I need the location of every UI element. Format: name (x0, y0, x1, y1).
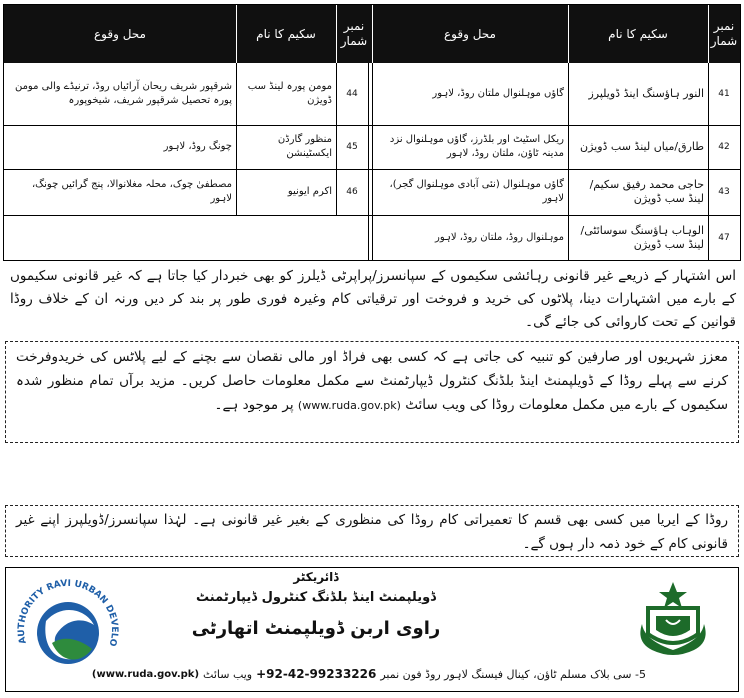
scheme-location: شرقپور شریف ریحان آرائیاں روڈ، ترنیڈے والی مومن پورہ تحصیل شرقپور شریف، شیخوپورہ (14, 81, 232, 106)
row-number: 43 (718, 187, 730, 197)
header-left-scheme: سکیم کا نام (256, 26, 316, 41)
header-left-location: محل وقوع (94, 26, 146, 41)
scheme-name: منظور گارڈن ایکسٹینشن (277, 134, 332, 159)
schemes-table (3, 4, 741, 261)
construction-warning-box (5, 505, 739, 557)
footer-website[interactable]: (www.ruda.gov.pk) (91, 668, 200, 680)
row-number: 42 (718, 142, 730, 152)
footer-address: 5- سی بلاک مسلم ٹاؤن، کینال فیسنگ لاہور روڈ فون نمبر (380, 667, 646, 681)
header-divider (568, 5, 569, 63)
header-right-scheme: سکیم کا نام (608, 26, 668, 41)
citizens-advisory-box (5, 341, 739, 443)
footer-address-line (86, 663, 646, 685)
scheme-location: مصطفیٰ چوک، محلہ مغلانوالا، پنج گرائیں چونگ، لاہور (31, 179, 232, 204)
scheme-location: گاؤں موہلنوال (نئی آبادی موہلنوال گجر)، لاہور (389, 179, 564, 204)
column-divider (368, 63, 369, 261)
header-divider (372, 5, 373, 63)
logo-arc-text: AUTHORITY RAVI URBAN DEVELO (16, 578, 120, 648)
sponsors-warning-paragraph: اس اشتہار کے ذریعے غیر قانونی رہائشی سکیموں کے سپانسرز/پراپرٹی ڈیلرز کو بھی خبردار کیا جاتا ہے کہ غیر قانونی سکیموں کے بارے میں اشتہارات دینا، پلاٹوں کی خرید و فروخت اور ترقیاتی کام وغیرہ فوری طور پر بند کر دیں ورنہ ان کے خلاف روڈا قوانین کے تحت کاروائی کی جائے گی۔ (10, 268, 736, 330)
header-left-number: نمبر شمار (340, 19, 368, 48)
scheme-name: مومن پورہ لینڈ سب ڈویژن (247, 81, 332, 106)
scheme-location: موہلنوال روڈ، ملتان روڈ، لاہور (435, 232, 564, 243)
scheme-location: گاؤں موہلنوال ملتان روڈ، لاہور (432, 88, 564, 99)
footer-signature-box (5, 567, 739, 692)
scheme-location: چونگ روڈ، لاہور (163, 141, 232, 152)
footer-title: ڈائریکٹر (293, 570, 339, 584)
citizens-advisory-text: معزز شہریوں اور صارفین کو تنبیہ کی جاتی ہے کہ کسی بھی فراڈ اور مالی نقصان سے بچنے کے لیے پلاٹس کی خریدوفرخت کرنے سے پہلے روڈا کے ڈویلپمنٹ اینڈ بلڈنگ کنٹرول ڈیپارٹمنٹ سے مکمل معلومات حاصل کریں۔ مزید برآں تمام منظور شدہ سکیموں کے بارے میں مکمل معلومات روڈا کی ویب سائٹ (16, 349, 728, 413)
row-number: 45 (346, 142, 358, 152)
scheme-location: ریکل اسٹیٹ اور بلڈرز، گاؤں موہلنوال نزد مدینہ ٹاؤن، ملتان روڈ، لاہور (389, 134, 564, 159)
scheme-name: النور ہاؤسنگ اینڈ ڈویلپرز (588, 87, 704, 100)
header-right-number: نمبر شمار (710, 19, 738, 48)
scheme-name: الوہاب ہاؤسنگ سوسائٹی/ لینڈ سب ڈویژن (580, 224, 704, 251)
footer-website-label: ویب سائٹ (203, 667, 253, 681)
citizens-advisory-tail: پر موجود ہے۔ (214, 397, 294, 413)
scheme-name: طارق/میاں لینڈ سب ڈویژن (580, 140, 704, 153)
footer-department: ڈویلپمنٹ اینڈ بلڈنگ کنٹرول ڈیپارٹمنٹ (196, 590, 436, 605)
punjab-emblem (636, 580, 710, 660)
header-divider (236, 5, 237, 63)
scheme-name: حاجی محمد رفیق سکیم/ لینڈ سب ڈویژن (589, 178, 704, 205)
punjab-emblem-graphic (636, 580, 710, 660)
header-right-location: محل وقوع (444, 26, 496, 41)
footer-authority: راوی اربن ڈویلپمنٹ اتھارٹی (191, 618, 441, 639)
row-number: 46 (346, 187, 358, 197)
row-number: 44 (346, 89, 358, 99)
header-divider (708, 5, 709, 63)
website-link[interactable]: (www.ruda.gov.pk) (297, 399, 401, 412)
row-number: 47 (718, 233, 730, 243)
scheme-name: اکرم ایونیو (287, 186, 332, 197)
construction-warning-text: روڈا کے ایریا میں کسی بھی قسم کا تعمیراتی کام روڈا کی منظوری کے بغیر غیر قانونی ہے۔ لہٰذا سپانسرز/ڈویلپرز اپنے غیر قانونی کام کے خود ذمہ دار ہوں گے۔ (16, 512, 728, 552)
header-divider (336, 5, 337, 63)
row-number: 41 (718, 89, 730, 99)
footer-phone: +92-42-99233226 (256, 667, 377, 681)
